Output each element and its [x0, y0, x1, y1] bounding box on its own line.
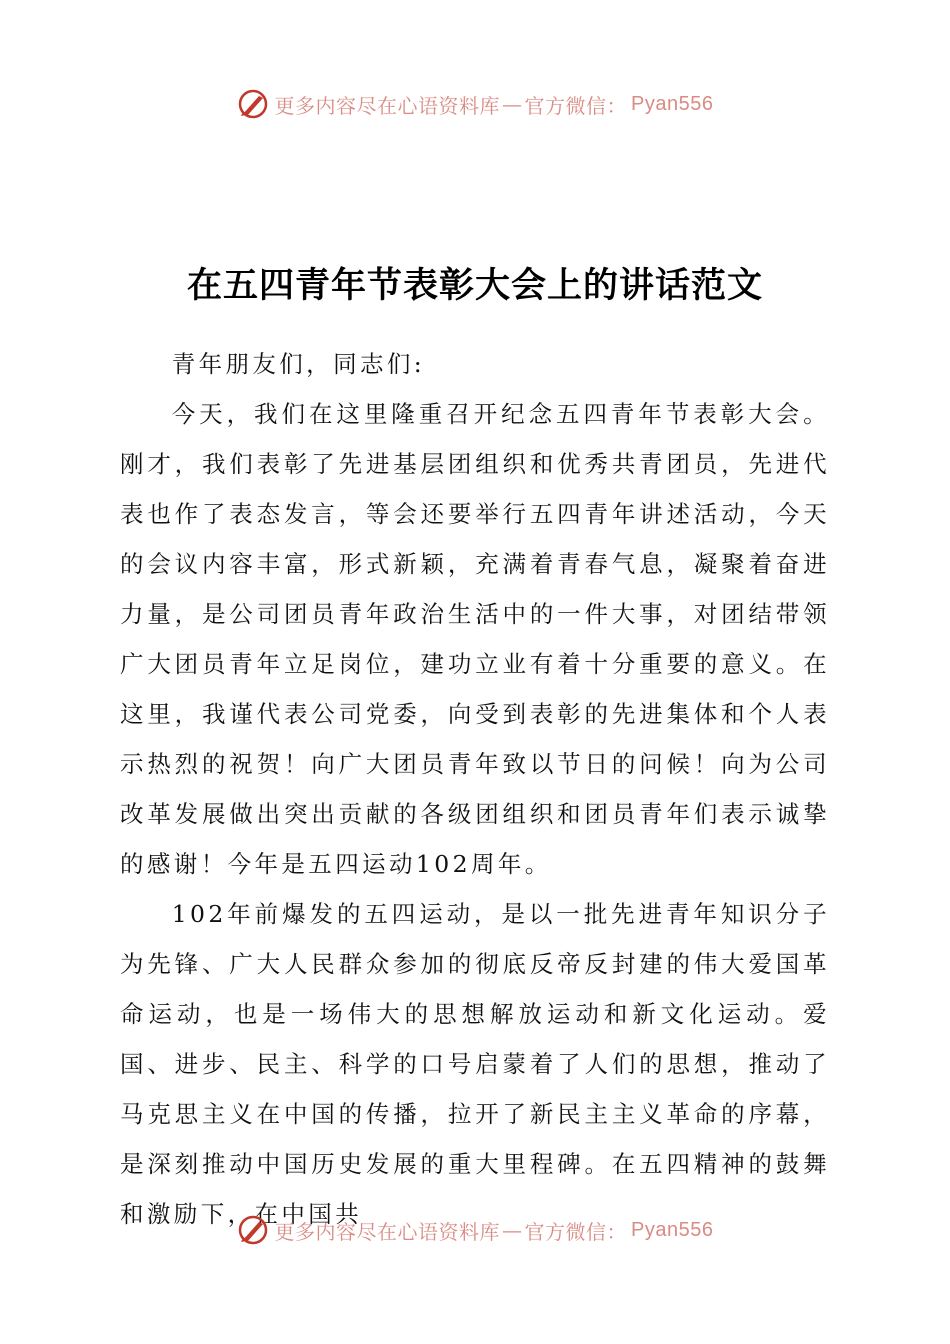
body-paragraph: 今天，我们在这里隆重召开纪念五四青年节表彰大会。刚才，我们表彰了先进基层团组织和优秀共青团员，先进代表也作了表态发言，等会还要举行五四青年讲述活动，今天的会议内容丰富，形式新颖，充满着青春气息，凝聚着奋进力量，是公司团员青年政治生活中的一件大事，对团结带领广大团员青年立足岗位，建功立业有着十分重要的意义。在这里，我谨代表公司党委，向受到表彰的先进集体和个人表示热烈的祝贺！向广大团员青年致以节日的问候！向为公司改革发展做出突出贡献的各级团组织和团员青年们表示诚挚的感谢！今年是五四运动102周年。	[120, 400, 830, 878]
pen-logo-icon	[237, 1214, 269, 1246]
watermark-separator: —	[502, 92, 523, 116]
watermark-wechat-id: Pyan556	[631, 1218, 714, 1241]
watermark-separator: —	[502, 1218, 523, 1242]
watermark-site-text: 更多内容尽在心语资料库	[274, 93, 501, 118]
footer-watermark	[0, 1210, 950, 1250]
watermark-site-text: 更多内容尽在心语资料库	[274, 1219, 501, 1244]
body-paragraph: 102年前爆发的五四运动，是以一批先进青年知识分子为先锋、广大人民群众参加的彻底反帝反封建的伟大爱国革命运动，也是一场伟大的思想解放运动和新文化运动。爱国、进步、民主、科学的口号启蒙着了人们的思想，推动了马克思主义在中国的传播，拉开了新民主主义革命的序幕，是深刻推动中国历史发展的重大里程碑。在五四精神的鼓舞和激励下，在中国共	[120, 900, 830, 1228]
header-watermark	[0, 84, 950, 124]
document-title: 在五四青年节表彰大会上的讲话范文	[186, 265, 763, 306]
watermark-wechat-id: Pyan556	[631, 92, 714, 115]
watermark-wechat-label: 官方微信：	[524, 93, 628, 118]
pen-logo-icon	[237, 88, 269, 120]
document-body	[120, 339, 830, 1239]
salutation-paragraph: 青年朋友们，同志们:	[171, 350, 426, 378]
watermark-wechat-label: 官方微信：	[524, 1219, 628, 1244]
